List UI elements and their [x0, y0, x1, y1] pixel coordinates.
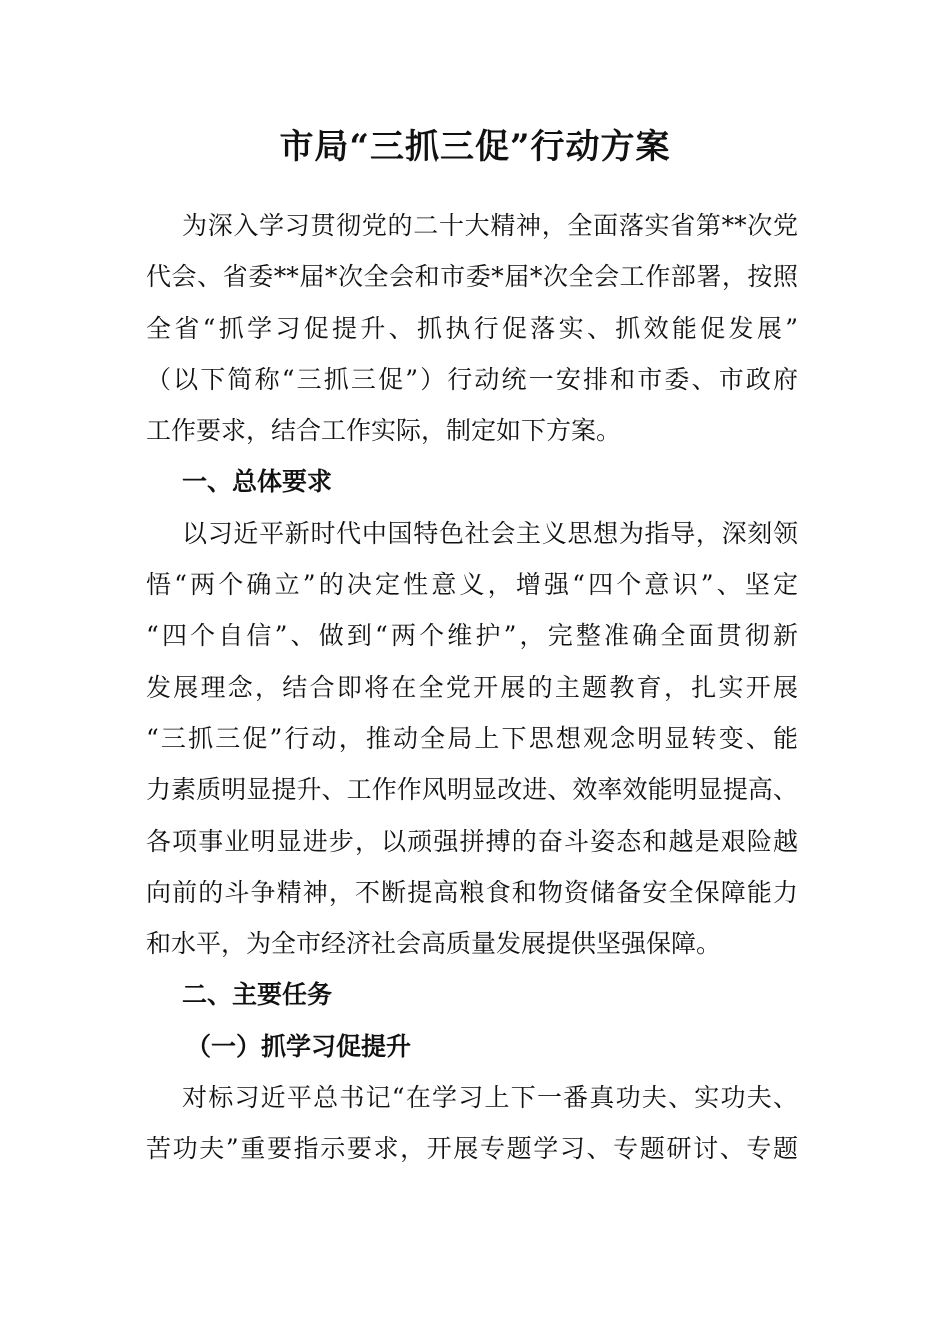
section1-line: “四个自信”、做到“两个维护”，完整准确全面贯彻新 — [146, 621, 798, 651]
section1-line: 发展理念，结合即将在全党开展的主题教育，扎实开展 — [146, 672, 798, 702]
section1-line: 悟“两个确立”的决定性意义，增强“四个意识”、坚定 — [146, 570, 798, 600]
section1-line: 力素质明显提升、工作作风明显改进、效率效能明显提高、 — [146, 775, 798, 805]
document-title: 市局“三抓三促”行动方案 — [279, 127, 671, 167]
section1-paragraph — [146, 508, 798, 970]
intro-line: 工作要求，结合工作实际，制定如下方案。 — [146, 416, 622, 446]
section-heading-overall-requirements: 一、总体要求 — [182, 467, 333, 497]
section1-line: 向前的斗争精神，不断提高粮食和物资储备安全保障能力 — [146, 877, 798, 907]
intro-line: 全省“抓学习促提升、抓执行促落实、抓效能促发展” — [146, 313, 798, 343]
intro-line: 代会、省委**届*次全会和市委*届*次全会工作部署，按照 — [146, 262, 798, 292]
intro-line: （以下简称“三抓三促”）行动统一安排和市委、市政府 — [146, 364, 798, 394]
section1-line: 和水平，为全市经济社会高质量发展提供坚强保障。 — [146, 929, 722, 959]
subsection1-paragraph — [146, 1072, 798, 1175]
section1-line: 以习近平新时代中国特色社会主义思想为指导，深刻领 — [182, 518, 798, 548]
section1-line: 各项事业明显进步，以顽强拼搏的奋斗姿态和越是艰险越 — [146, 826, 798, 856]
section-heading-main-tasks: 二、主要任务 — [182, 980, 333, 1010]
subsection1-line: 对标习近平总书记“在学习上下一番真功夫、实功夫、 — [182, 1083, 798, 1113]
intro-line: 为深入学习贯彻党的二十大精神，全面落实省第**次党 — [182, 211, 798, 240]
intro-paragraph — [146, 200, 798, 456]
subsection1-line: 苦功夫”重要指示要求，开展专题学习、专题研讨、专题 — [146, 1134, 798, 1164]
document-body — [146, 200, 798, 1175]
section1-line: “三抓三促”行动，推动全局上下思想观念明显转变、能 — [146, 723, 798, 753]
subsection-heading-study-promote: （一）抓学习促提升 — [186, 1031, 412, 1061]
